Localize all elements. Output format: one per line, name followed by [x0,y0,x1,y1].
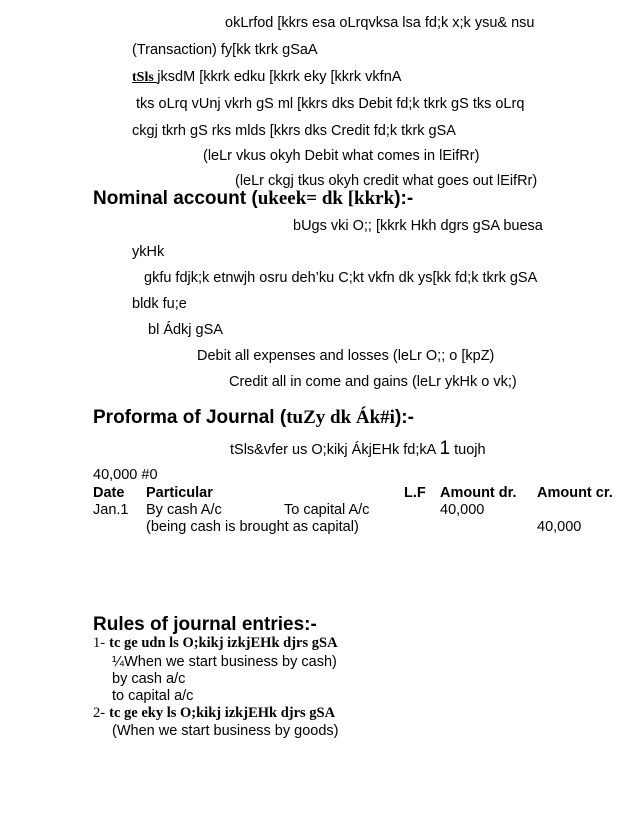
proforma-line-1-num: 1 [439,438,451,459]
top-line-2: (Transaction) fy[kk tkrk gSaA [132,42,318,58]
row1-to: To capital A/c [284,502,370,518]
proforma-line-2: 40,000 #0 [93,467,158,483]
nominal-line-2: ykHk [132,244,165,260]
nominal-line-7: Credit all in come and gains (leLr ykHk o vk;) [229,374,517,390]
rule-1-number: 1- [93,635,106,651]
nominal-heading [93,188,413,210]
rule-2 [93,704,335,722]
top-line-7: (leLr ckgj tkus okyh credit what goes out lEifRr) [235,173,538,189]
rule-2-text: tc ge eky ls O;kikj izkjEHk djrs gSA [109,705,336,721]
nominal-heading-end: ):- [394,188,414,209]
proforma-heading [93,407,414,429]
proforma-line-1-text: tSls&vfer us O;kikj ÁkjEHk fd;kA [230,442,440,458]
nominal-line-3: gkfu fdjk;k etnwjh osru deh’ku C;kt vkfn dk ys[kk fd;k tkrk gSA [144,270,538,286]
col-amount-dr-header: Amount dr. [440,485,517,501]
example-text: jksdM [kkrk edku [kkrk eky [kkrk vkfnA [157,69,402,85]
nominal-heading-en: Nominal account ( [93,188,258,209]
proforma-line-1 [230,440,486,459]
rule-2-line-2: (When we start business by goods) [112,723,339,739]
nominal-heading-hi: ukeek= dk [kkrk [257,188,395,209]
row1-dr: 40,000 [440,502,485,518]
top-line-5: ckgj tkrh gS rks mlds [kkrs dks Credit fd;k tkrk gSA [132,123,456,139]
rule-1-line-4: to capital a/c [112,688,194,704]
top-line-1: okLrfod [kkrs esa oLrqvksa lsa fd;k x;k ysu& nsu [225,15,535,31]
nominal-line-5: bl Ádkj gSA [148,322,223,338]
rule-1-line-2: ¼When we start business by cash) [112,654,337,670]
proforma-heading-hi: tuZy dk Ák#i [286,407,395,428]
top-line-3 [132,68,401,87]
col-date-header: Date [93,485,125,501]
col-lf-header: L.F [404,485,426,501]
top-line-4: tks oLrq vUnj vkrh gS ml [kkrs dks Debit fd;k tkrk gS tks oLrq [136,96,525,112]
col-amount-cr-header: Amount cr. [537,485,613,501]
rule-2-number: 2- [93,705,106,721]
nominal-line-4: bldk fu;e [132,296,187,312]
row2-cr: 40,000 [537,519,582,535]
rules-heading: Rules of journal entries:- [93,614,317,635]
rule-1-line-3: by cash a/c [112,671,186,687]
proforma-heading-end: ):- [394,407,414,428]
example-label: tSls [132,70,158,85]
nominal-line-6: Debit all expenses and losses (leLr O;; o [kpZ) [197,348,495,364]
rule-1-text: tc ge udn ls O;kikj izkjEHk djrs gSA [109,635,338,651]
row1-particular: By cash A/c [146,502,222,518]
row1-date: Jan.1 [93,502,129,518]
row2-particular: (being cash is brought as capital) [146,519,359,535]
top-line-6: (leLr vkus okyh Debit what comes in lEifRr) [203,148,480,164]
rule-1 [93,634,338,652]
nominal-line-1: bUgs vki O;; [kkrk Hkh dgrs gSA buesa [293,218,543,234]
proforma-heading-en: Proforma of Journal ( [93,407,287,428]
proforma-line-1-end: tuojh [450,442,486,458]
col-particular-header: Particular [146,485,213,501]
